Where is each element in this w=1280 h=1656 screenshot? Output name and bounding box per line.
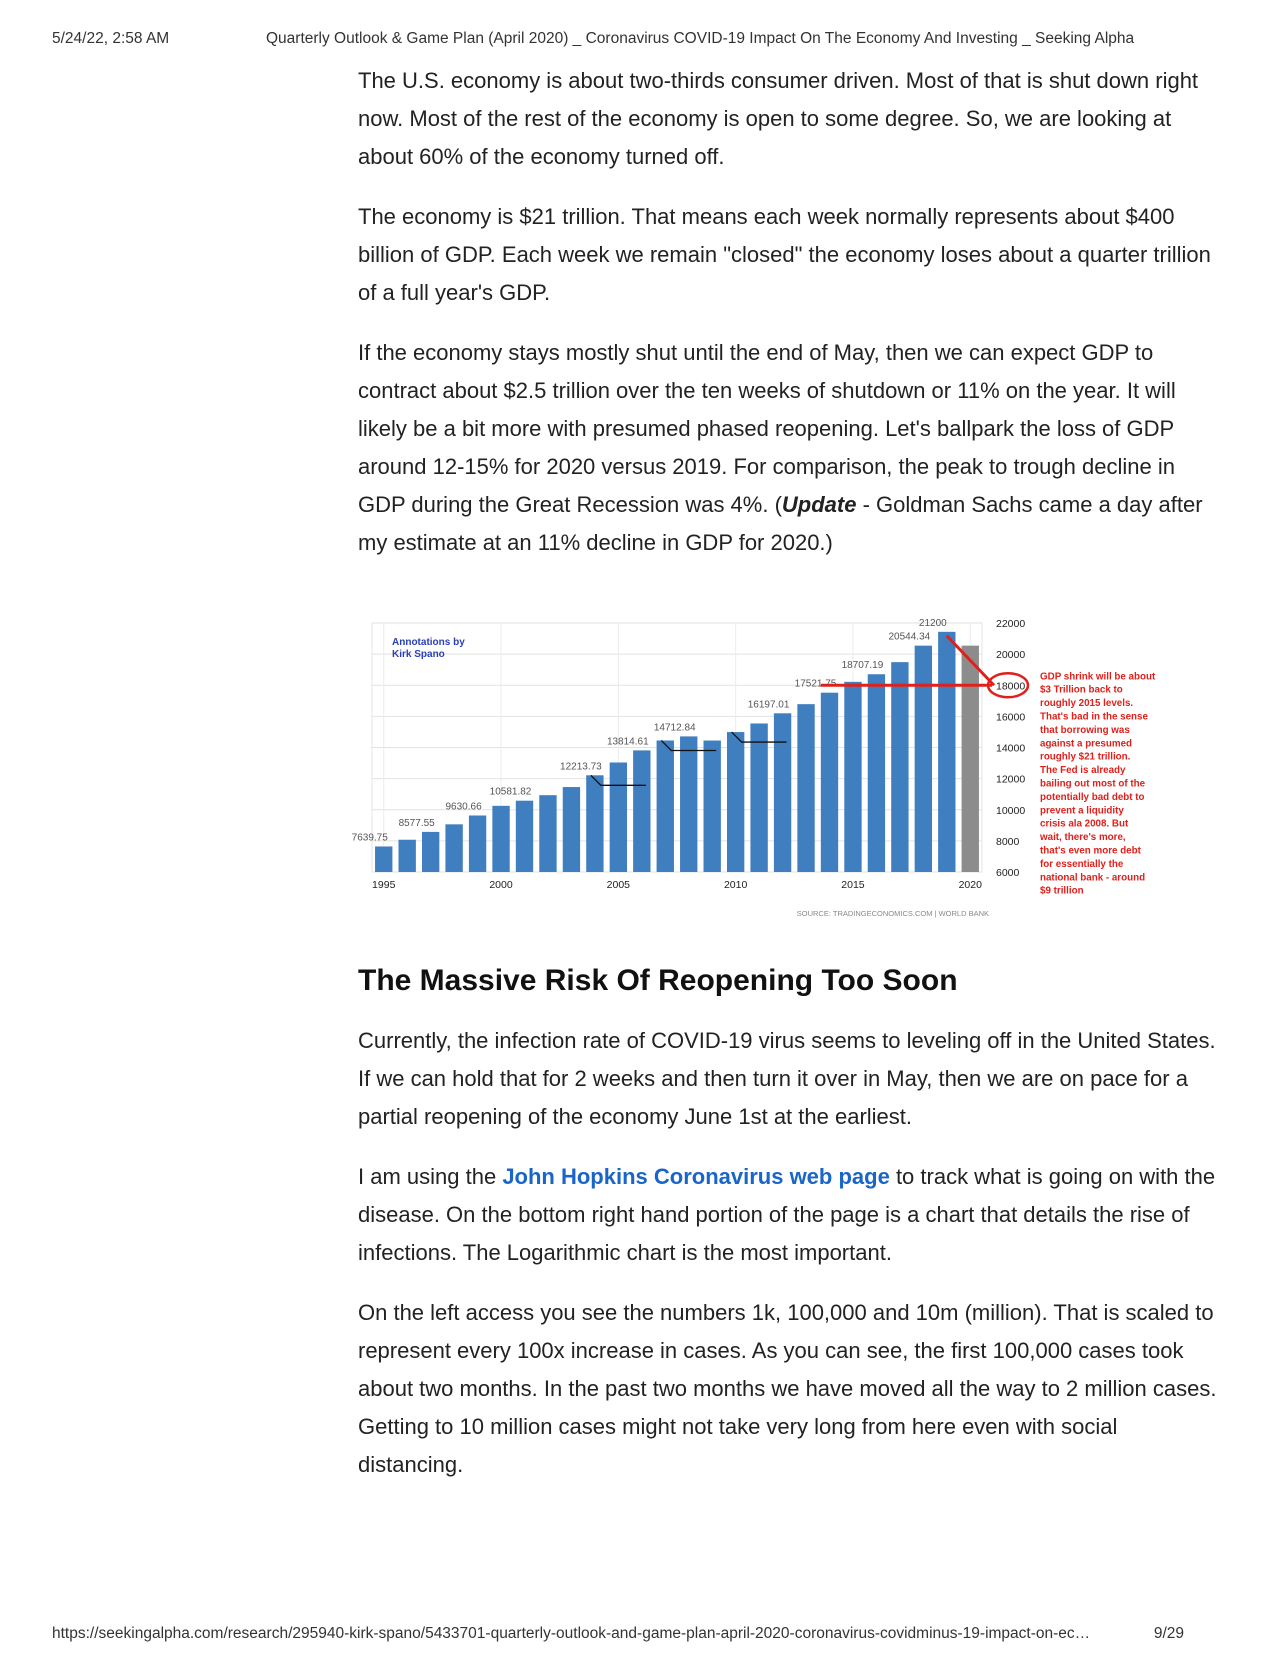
bar-2011: [750, 723, 767, 872]
y-tick-label: 14000: [996, 742, 1026, 755]
john-hopkins-link[interactable]: John Hopkins Coronavirus web page: [502, 1164, 890, 1189]
bar-2006: [633, 750, 650, 872]
bar-1995: [375, 846, 392, 872]
annotation-note-line: that's even more debt: [1040, 845, 1141, 857]
update-label: Update: [781, 492, 857, 517]
annotation-note-line: wait, there's more,: [1040, 832, 1126, 844]
section-heading: The Massive Risk Of Reopening Too Soon: [358, 964, 958, 997]
data-label: 12213.73: [560, 761, 602, 773]
bar-2018: [915, 646, 932, 872]
print-footer: [52, 1625, 1228, 1645]
bar-2013: [797, 704, 814, 872]
bar-1998: [445, 824, 462, 872]
data-label: 13814.61: [606, 736, 649, 748]
x-tick-label: 2000: [489, 879, 513, 891]
annotation-note-line: that borrowing was: [1040, 724, 1130, 736]
annotation-note-line: $3 Trillion back to: [1040, 684, 1123, 696]
annotation-note-line: crisis ala 2008. But: [1040, 818, 1129, 830]
bar-1999: [469, 815, 486, 872]
article-body: [352, 62, 1218, 1506]
y-tick-label: 12000: [996, 773, 1026, 786]
y-tick-label: 6000: [996, 867, 1020, 879]
annotation-note-line: roughly $21 trillion.: [1040, 751, 1131, 763]
y-tick-label: 10000: [996, 804, 1026, 817]
print-date: 5/24/22, 2:58 AM: [52, 30, 170, 47]
annotation-note-line: against a presumed: [1040, 738, 1133, 750]
print-page-number: 9/29: [1153, 1625, 1184, 1642]
annotation-note-line: $9 trillion: [1040, 885, 1084, 897]
bar-1997: [422, 832, 439, 872]
data-label: 10581.82: [489, 786, 532, 798]
data-label: 21200: [918, 617, 947, 629]
y-tick-label: 8000: [996, 835, 1020, 848]
paragraph-text: to track what is going on with the disease. On the bottom right hand portion of the page is a chart that details the rise of infections. The Logarithmic chart is the most important.: [358, 1164, 1216, 1265]
gdp-chart: [352, 588, 1212, 928]
paragraph: On the left access you see the numbers 1k, 100,000 and 10m (million). That is scaled to represent every 100x increase in cases. As you can see, the first 100,000 cases took about two months. In the past two months we have moved all the way to 2 million cases. Getting to 10 million cases might not take very long from here even with social distancing.: [358, 1300, 1217, 1477]
bar-2010: [727, 732, 744, 872]
paragraph-text: I am using the: [358, 1164, 503, 1189]
paragraph: Currently, the infection rate of COVID-19 virus seems to leveling off in the United States. If we can hold that for 2 weeks and then turn it over in May, then we are on pace for a partial reopening of the economy June 1st at the earliest.: [358, 1028, 1216, 1129]
annotation-credit-name: Kirk Spano: [392, 649, 445, 660]
annotation-credit: Annotations by: [392, 637, 465, 648]
paragraph-text: If the economy stays mostly shut until the end of May, then we can expect GDP to contract about $2.5 trillion over the ten weeks of shutdown or 11% on the year. It will likely be a bit more with presumed phased reopening. Let's ballpark the loss of GDP around 12-15% for 2020 versus 2019. For comparison, the peak to trough decline in GDP during the Great Recession was 4%. (: [358, 340, 1176, 517]
data-label: 8577.55: [398, 817, 435, 829]
paragraph-text: - Goldman Sachs came a day after my estimate at an 11% decline in GDP for 2020.): [358, 492, 1203, 555]
x-tick-label: 2020: [958, 879, 982, 891]
bar-2004: [586, 775, 603, 872]
bar-2008: [680, 736, 697, 872]
bar-2016: [868, 674, 885, 872]
annotation-note-line: GDP shrink will be about: [1040, 671, 1156, 683]
annotation-note-line: prevent a liquidity: [1040, 805, 1124, 817]
bar-2007: [657, 740, 674, 872]
bar-1996: [399, 840, 416, 872]
print-page-title: Quarterly Outlook & Game Plan (April 2020) _ Coronavirus COVID-19 Impact On The Economy And Investing _ Seeking Alpha: [266, 30, 1135, 47]
print-url: https://seekingalpha.com/research/295940-kirk-spano/5433701-quarterly-outlook-and-game-plan-april-2020-coronavirus-covidminus-19-impact-on-ec…: [52, 1625, 1091, 1642]
x-tick-label: 2010: [723, 879, 748, 891]
data-label: 9630.66: [445, 801, 482, 813]
data-label: 18707.19: [841, 660, 884, 672]
bar-2019: [938, 632, 955, 872]
annotation-note-line: for essentially the: [1040, 858, 1124, 870]
x-tick-label: 2005: [606, 879, 631, 891]
x-tick-label: 1995: [372, 879, 396, 891]
print-header: [52, 30, 1228, 50]
paragraph: The U.S. economy is about two-thirds consumer driven. Most of that is shut down right now. Most of the rest of the economy is open to some degree. So, we are looking at about 60% of the economy turned off.: [358, 68, 1199, 169]
annotation-note-line: bailing out most of the: [1040, 778, 1146, 790]
annotation-note-line: The Fed is already: [1040, 765, 1126, 777]
y-tick-label: 18000: [996, 680, 1026, 693]
bar-2012: [774, 713, 791, 872]
bar-2015: [844, 682, 861, 872]
bar-2003: [563, 787, 580, 872]
bar-2014: [821, 693, 838, 872]
paragraph: [358, 334, 1218, 562]
bar-2020: [962, 646, 979, 872]
paragraph: The economy is $21 trillion. That means each week normally represents about $400 billion of GDP. Each week we remain "closed" the economy loses about a quarter trillion of a full year's GDP.: [358, 204, 1211, 305]
gdp-chart-svg: [352, 588, 1212, 928]
bar-2001: [516, 801, 533, 872]
data-label: 17521.75: [794, 678, 837, 690]
bar-2009: [704, 741, 721, 872]
paragraph: [358, 1158, 1218, 1272]
y-tick-label: 20000: [996, 649, 1026, 662]
source-label: SOURCE: TRADINGECONOMICS.COM | WORLD BANK: [796, 909, 989, 918]
annotation-note-line: potentially bad debt to: [1040, 791, 1145, 803]
bar-2000: [492, 806, 509, 872]
y-tick-label: 16000: [996, 711, 1026, 724]
bar-2017: [891, 662, 908, 872]
data-label: 7639.75: [352, 832, 388, 844]
data-label: 14712.84: [653, 722, 696, 734]
bar-2002: [539, 795, 556, 872]
data-label: 16197.01: [747, 699, 790, 711]
y-tick-label: 22000: [996, 618, 1026, 630]
annotation-note-line: roughly 2015 levels.: [1040, 698, 1134, 710]
annotation-note-line: national bank - around: [1040, 872, 1146, 884]
bar-2005: [610, 762, 627, 872]
x-tick-label: 2015: [841, 879, 865, 891]
annotation-note-line: That's bad in the sense: [1040, 711, 1148, 723]
data-label: 20544.34: [888, 631, 931, 643]
